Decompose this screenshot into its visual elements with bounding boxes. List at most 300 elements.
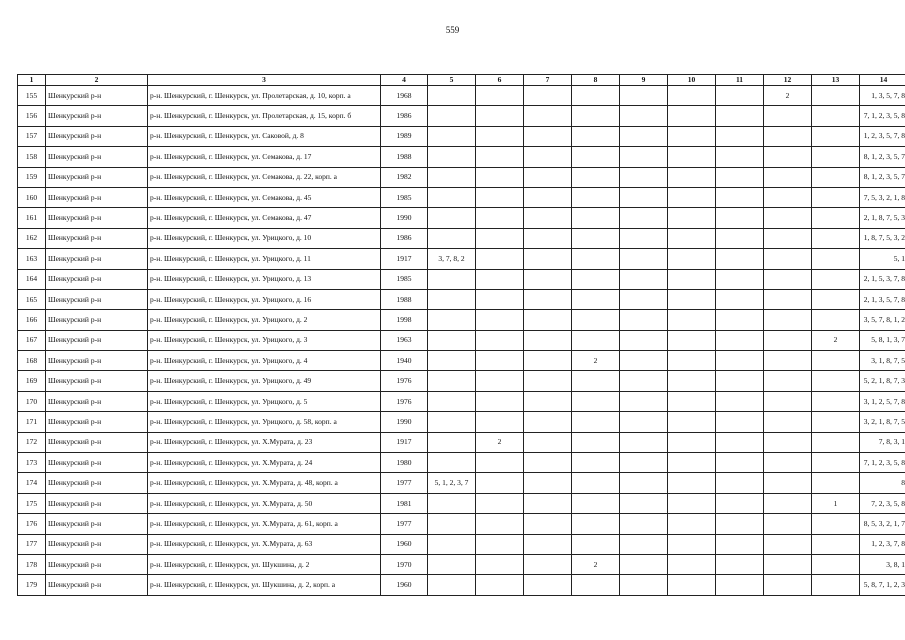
table-row — [18, 473, 905, 493]
row-number: 175 — [18, 493, 46, 513]
col8-cell — [572, 86, 620, 106]
col7-cell — [524, 493, 572, 513]
col13-cell — [812, 412, 860, 432]
col13-cell — [812, 106, 860, 126]
address-cell: р-н. Шенкурский, г. Шенкурск, ул. Семакова, д. 47 — [148, 208, 381, 228]
address-cell: р-н. Шенкурский, г. Шенкурск, ул. Семакова, д. 17 — [148, 147, 381, 167]
column-header-1: 1 — [18, 75, 46, 86]
col13-cell — [812, 147, 860, 167]
column-header-6: 6 — [476, 75, 524, 86]
col5-cell — [428, 310, 476, 330]
col5-cell — [428, 493, 476, 513]
col9-cell — [620, 249, 668, 269]
col13-cell: 2 — [812, 330, 860, 350]
col9-cell — [620, 371, 668, 391]
col7-cell — [524, 269, 572, 289]
row-number: 163 — [18, 249, 46, 269]
col9-cell — [620, 167, 668, 187]
col12-cell — [764, 371, 812, 391]
col14-cell: 2, 1, 5, 3, 7, 8 — [860, 269, 905, 289]
col9-cell — [620, 126, 668, 146]
col5-cell — [428, 371, 476, 391]
table-row — [18, 310, 905, 330]
district-cell: Шенкурский р-н — [46, 473, 148, 493]
address-cell: р-н. Шенкурский, г. Шенкурск, ул. Шукшина, д. 2 — [148, 554, 381, 574]
col9-cell — [620, 493, 668, 513]
col11-cell — [716, 249, 764, 269]
address-cell: р-н. Шенкурский, г. Шенкурск, ул. Х.Мурата, д. 24 — [148, 453, 381, 473]
col11-cell — [716, 554, 764, 574]
col6-cell — [476, 106, 524, 126]
col11-cell — [716, 310, 764, 330]
col11-cell — [716, 228, 764, 248]
col12-cell — [764, 412, 812, 432]
col12-cell — [764, 228, 812, 248]
column-header-11: 11 — [716, 75, 764, 86]
col14-cell: 3, 8, 1 — [860, 554, 905, 574]
column-header-3: 3 — [148, 75, 381, 86]
year-cell: 1986 — [381, 228, 428, 248]
col6-cell — [476, 351, 524, 371]
col5-cell — [428, 534, 476, 554]
col14-cell: 3, 1, 8, 7, 5 — [860, 351, 905, 371]
col7-cell — [524, 534, 572, 554]
col5-cell — [428, 453, 476, 473]
col11-cell — [716, 187, 764, 207]
col5-cell — [428, 86, 476, 106]
year-cell: 1960 — [381, 534, 428, 554]
col14-cell: 2, 1, 8, 7, 5, 3 — [860, 208, 905, 228]
district-cell: Шенкурский р-н — [46, 493, 148, 513]
year-cell: 1980 — [381, 453, 428, 473]
col13-cell — [812, 249, 860, 269]
col7-cell — [524, 86, 572, 106]
col8-cell — [572, 432, 620, 452]
table-row — [18, 147, 905, 167]
column-header-14: 14 — [860, 75, 905, 86]
registry-table — [17, 74, 905, 596]
district-cell: Шенкурский р-н — [46, 534, 148, 554]
col5-cell — [428, 514, 476, 534]
col5-cell — [428, 187, 476, 207]
address-cell: р-н. Шенкурский, г. Шенкурск, ул. Урицкого, д. 5 — [148, 391, 381, 411]
col9-cell — [620, 228, 668, 248]
column-header-8: 8 — [572, 75, 620, 86]
col10-cell — [668, 412, 716, 432]
col6-cell — [476, 208, 524, 228]
col5-cell — [428, 575, 476, 595]
district-cell: Шенкурский р-н — [46, 167, 148, 187]
col14-cell: 3, 2, 1, 8, 7, 5 — [860, 412, 905, 432]
year-cell: 1981 — [381, 493, 428, 513]
row-number: 176 — [18, 514, 46, 534]
col10-cell — [668, 371, 716, 391]
address-cell: р-н. Шенкурский, г. Шенкурск, ул. Урицкого, д. 11 — [148, 249, 381, 269]
col13-cell — [812, 554, 860, 574]
year-cell: 1989 — [381, 126, 428, 146]
col5-cell — [428, 106, 476, 126]
col9-cell — [620, 432, 668, 452]
col10-cell — [668, 453, 716, 473]
col11-cell — [716, 575, 764, 595]
col5-cell — [428, 391, 476, 411]
col12-cell — [764, 289, 812, 309]
table-row — [18, 106, 905, 126]
col12-cell — [764, 126, 812, 146]
col13-cell — [812, 167, 860, 187]
col8-cell — [572, 453, 620, 473]
table-row — [18, 493, 905, 513]
col5-cell — [428, 208, 476, 228]
col7-cell — [524, 208, 572, 228]
col12-cell — [764, 534, 812, 554]
district-cell: Шенкурский р-н — [46, 106, 148, 126]
col12-cell — [764, 351, 812, 371]
row-number: 158 — [18, 147, 46, 167]
col8-cell — [572, 106, 620, 126]
col7-cell — [524, 514, 572, 534]
col10-cell — [668, 432, 716, 452]
col5-cell — [428, 228, 476, 248]
col10-cell — [668, 228, 716, 248]
col13-cell — [812, 391, 860, 411]
col8-cell — [572, 371, 620, 391]
column-header-7: 7 — [524, 75, 572, 86]
col11-cell — [716, 534, 764, 554]
col11-cell — [716, 269, 764, 289]
col10-cell — [668, 208, 716, 228]
col6-cell — [476, 126, 524, 146]
col13-cell — [812, 371, 860, 391]
col12-cell — [764, 106, 812, 126]
column-header-5: 5 — [428, 75, 476, 86]
col6-cell — [476, 412, 524, 432]
col6-cell — [476, 269, 524, 289]
col5-cell — [428, 147, 476, 167]
table-row — [18, 289, 905, 309]
col8-cell — [572, 391, 620, 411]
col10-cell — [668, 269, 716, 289]
col8-cell — [572, 249, 620, 269]
table-row — [18, 391, 905, 411]
col11-cell — [716, 432, 764, 452]
address-cell: р-н. Шенкурский, г. Шенкурск, ул. Урицкого, д. 16 — [148, 289, 381, 309]
table-row — [18, 453, 905, 473]
col8-cell — [572, 289, 620, 309]
col8-cell — [572, 310, 620, 330]
col9-cell — [620, 534, 668, 554]
year-cell: 1960 — [381, 575, 428, 595]
column-header-2: 2 — [46, 75, 148, 86]
year-cell: 1976 — [381, 371, 428, 391]
col8-cell — [572, 330, 620, 350]
header-row — [18, 75, 905, 86]
year-cell: 1977 — [381, 514, 428, 534]
col10-cell — [668, 126, 716, 146]
row-number: 178 — [18, 554, 46, 574]
col14-cell: 1, 2, 3, 5, 7, 8 — [860, 126, 905, 146]
year-cell: 1990 — [381, 412, 428, 432]
col11-cell — [716, 126, 764, 146]
table-row — [18, 249, 905, 269]
row-number: 156 — [18, 106, 46, 126]
col5-cell: 5, 1, 2, 3, 7 — [428, 473, 476, 493]
col5-cell — [428, 269, 476, 289]
col14-cell: 5, 8, 1, 3, 7 — [860, 330, 905, 350]
col14-cell: 5, 1 — [860, 249, 905, 269]
col13-cell — [812, 289, 860, 309]
col14-cell: 1, 3, 5, 7, 8 — [860, 86, 905, 106]
col6-cell — [476, 147, 524, 167]
page-number: 559 — [445, 25, 460, 35]
col10-cell — [668, 310, 716, 330]
col14-cell: 7, 1, 2, 3, 5, 8 — [860, 453, 905, 473]
year-cell: 1917 — [381, 432, 428, 452]
col13-cell — [812, 575, 860, 595]
col9-cell — [620, 554, 668, 574]
col8-cell — [572, 575, 620, 595]
district-cell: Шенкурский р-н — [46, 330, 148, 350]
col9-cell — [620, 269, 668, 289]
col10-cell — [668, 289, 716, 309]
col12-cell — [764, 310, 812, 330]
table-row — [18, 575, 905, 595]
year-cell: 1977 — [381, 473, 428, 493]
address-cell: р-н. Шенкурский, г. Шенкурск, ул. Пролетарская, д. 10, корп. а — [148, 86, 381, 106]
row-number: 168 — [18, 351, 46, 371]
col10-cell — [668, 534, 716, 554]
col12-cell — [764, 187, 812, 207]
col7-cell — [524, 167, 572, 187]
table-row — [18, 167, 905, 187]
col6-cell — [476, 289, 524, 309]
col13-cell — [812, 228, 860, 248]
col11-cell — [716, 391, 764, 411]
col12-cell — [764, 269, 812, 289]
address-cell: р-н. Шенкурский, г. Шенкурск, ул. Урицкого, д. 4 — [148, 351, 381, 371]
col12-cell — [764, 249, 812, 269]
column-header-12: 12 — [764, 75, 812, 86]
address-cell: р-н. Шенкурский, г. Шенкурск, ул. Шукшина, д. 2, корп. а — [148, 575, 381, 595]
col12-cell — [764, 432, 812, 452]
col13-cell — [812, 86, 860, 106]
col11-cell — [716, 147, 764, 167]
col10-cell — [668, 554, 716, 574]
table-row — [18, 371, 905, 391]
col9-cell — [620, 86, 668, 106]
col7-cell — [524, 575, 572, 595]
col10-cell — [668, 351, 716, 371]
district-cell: Шенкурский р-н — [46, 351, 148, 371]
col5-cell — [428, 412, 476, 432]
col6-cell — [476, 330, 524, 350]
address-cell: р-н. Шенкурский, г. Шенкурск, ул. Саковой, д. 8 — [148, 126, 381, 146]
col5-cell — [428, 351, 476, 371]
table-row — [18, 432, 905, 452]
address-cell: р-н. Шенкурский, г. Шенкурск, ул. Урицкого, д. 2 — [148, 310, 381, 330]
col8-cell — [572, 412, 620, 432]
col10-cell — [668, 473, 716, 493]
address-cell: р-н. Шенкурский, г. Шенкурск, ул. Семакова, д. 22, корп. а — [148, 167, 381, 187]
row-number: 155 — [18, 86, 46, 106]
col7-cell — [524, 126, 572, 146]
col7-cell — [524, 330, 572, 350]
col6-cell — [476, 86, 524, 106]
col11-cell — [716, 289, 764, 309]
district-cell: Шенкурский р-н — [46, 514, 148, 534]
district-cell: Шенкурский р-н — [46, 453, 148, 473]
col8-cell — [572, 493, 620, 513]
col10-cell — [668, 86, 716, 106]
row-number: 164 — [18, 269, 46, 289]
col11-cell — [716, 412, 764, 432]
col10-cell — [668, 106, 716, 126]
col11-cell — [716, 208, 764, 228]
year-cell: 1998 — [381, 310, 428, 330]
col5-cell — [428, 289, 476, 309]
table-body — [18, 86, 905, 596]
address-cell: р-н. Шенкурский, г. Шенкурск, ул. Урицкого, д. 49 — [148, 371, 381, 391]
year-cell: 1988 — [381, 147, 428, 167]
district-cell: Шенкурский р-н — [46, 391, 148, 411]
col6-cell — [476, 473, 524, 493]
col13-cell — [812, 208, 860, 228]
row-number: 160 — [18, 187, 46, 207]
col12-cell — [764, 575, 812, 595]
year-cell: 1988 — [381, 289, 428, 309]
col11-cell — [716, 86, 764, 106]
col14-cell: 3, 1, 2, 5, 7, 8 — [860, 391, 905, 411]
district-cell: Шенкурский р-н — [46, 187, 148, 207]
col7-cell — [524, 147, 572, 167]
row-number: 173 — [18, 453, 46, 473]
col13-cell — [812, 269, 860, 289]
col11-cell — [716, 473, 764, 493]
col7-cell — [524, 310, 572, 330]
row-number: 166 — [18, 310, 46, 330]
col9-cell — [620, 351, 668, 371]
column-header-9: 9 — [620, 75, 668, 86]
col13-cell — [812, 432, 860, 452]
col14-cell: 8, 1, 2, 3, 5, 7 — [860, 147, 905, 167]
col10-cell — [668, 514, 716, 534]
col8-cell — [572, 208, 620, 228]
col7-cell — [524, 412, 572, 432]
address-cell: р-н. Шенкурский, г. Шенкурск, ул. Семакова, д. 45 — [148, 187, 381, 207]
col12-cell — [764, 514, 812, 534]
col9-cell — [620, 187, 668, 207]
col14-cell: 3, 5, 7, 8, 1, 2 — [860, 310, 905, 330]
district-cell: Шенкурский р-н — [46, 147, 148, 167]
col8-cell — [572, 534, 620, 554]
col9-cell — [620, 453, 668, 473]
year-cell: 1963 — [381, 330, 428, 350]
table-row — [18, 228, 905, 248]
col12-cell — [764, 391, 812, 411]
row-number: 177 — [18, 534, 46, 554]
col14-cell: 1, 8, 7, 5, 3, 2 — [860, 228, 905, 248]
row-number: 174 — [18, 473, 46, 493]
table-row — [18, 86, 905, 106]
col13-cell — [812, 514, 860, 534]
col7-cell — [524, 351, 572, 371]
row-number: 169 — [18, 371, 46, 391]
address-cell: р-н. Шенкурский, г. Шенкурск, ул. Урицкого, д. 3 — [148, 330, 381, 350]
address-cell: р-н. Шенкурский, г. Шенкурск, ул. Урицкого, д. 58, корп. а — [148, 412, 381, 432]
table-row — [18, 187, 905, 207]
col11-cell — [716, 106, 764, 126]
row-number: 165 — [18, 289, 46, 309]
col7-cell — [524, 554, 572, 574]
col8-cell: 2 — [572, 554, 620, 574]
col12-cell — [764, 147, 812, 167]
col5-cell — [428, 554, 476, 574]
address-cell: р-н. Шенкурский, г. Шенкурск, ул. Урицкого, д. 10 — [148, 228, 381, 248]
col6-cell — [476, 167, 524, 187]
col10-cell — [668, 187, 716, 207]
year-cell: 1985 — [381, 269, 428, 289]
row-number: 159 — [18, 167, 46, 187]
col12-cell — [764, 493, 812, 513]
row-number: 162 — [18, 228, 46, 248]
col10-cell — [668, 493, 716, 513]
col12-cell — [764, 473, 812, 493]
col14-cell: 5, 2, 1, 8, 7, 3 — [860, 371, 905, 391]
col14-cell: 1, 2, 3, 7, 8 — [860, 534, 905, 554]
col13-cell — [812, 126, 860, 146]
district-cell: Шенкурский р-н — [46, 554, 148, 574]
col8-cell: 2 — [572, 351, 620, 371]
address-cell: р-н. Шенкурский, г. Шенкурск, ул. Пролетарская, д. 15, корп. б — [148, 106, 381, 126]
address-cell: р-н. Шенкурский, г. Шенкурск, ул. Х.Мурата, д. 23 — [148, 432, 381, 452]
col8-cell — [572, 167, 620, 187]
table-row — [18, 330, 905, 350]
col14-cell: 5, 8, 7, 1, 2, 3 — [860, 575, 905, 595]
col13-cell — [812, 473, 860, 493]
table-row — [18, 126, 905, 146]
row-number: 172 — [18, 432, 46, 452]
year-cell: 1985 — [381, 187, 428, 207]
col13-cell — [812, 310, 860, 330]
year-cell: 1986 — [381, 106, 428, 126]
year-cell: 1976 — [381, 391, 428, 411]
col11-cell — [716, 351, 764, 371]
address-cell: р-н. Шенкурский, г. Шенкурск, ул. Х.Мурата, д. 61, корп. а — [148, 514, 381, 534]
table-row — [18, 351, 905, 371]
col9-cell — [620, 514, 668, 534]
col9-cell — [620, 106, 668, 126]
year-cell: 1990 — [381, 208, 428, 228]
col7-cell — [524, 473, 572, 493]
col8-cell — [572, 126, 620, 146]
col7-cell — [524, 289, 572, 309]
col7-cell — [524, 432, 572, 452]
col10-cell — [668, 249, 716, 269]
table-row — [18, 554, 905, 574]
col14-cell: 7, 8, 3, 1 — [860, 432, 905, 452]
district-cell: Шенкурский р-н — [46, 371, 148, 391]
district-cell: Шенкурский р-н — [46, 269, 148, 289]
col8-cell — [572, 147, 620, 167]
district-cell: Шенкурский р-н — [46, 575, 148, 595]
table-row — [18, 514, 905, 534]
col7-cell — [524, 453, 572, 473]
address-cell: р-н. Шенкурский, г. Шенкурск, ул. Урицкого, д. 13 — [148, 269, 381, 289]
col6-cell — [476, 453, 524, 473]
col8-cell — [572, 514, 620, 534]
col14-cell: 8, 1, 2, 3, 5, 7 — [860, 167, 905, 187]
col14-cell: 7, 5, 3, 2, 1, 8 — [860, 187, 905, 207]
